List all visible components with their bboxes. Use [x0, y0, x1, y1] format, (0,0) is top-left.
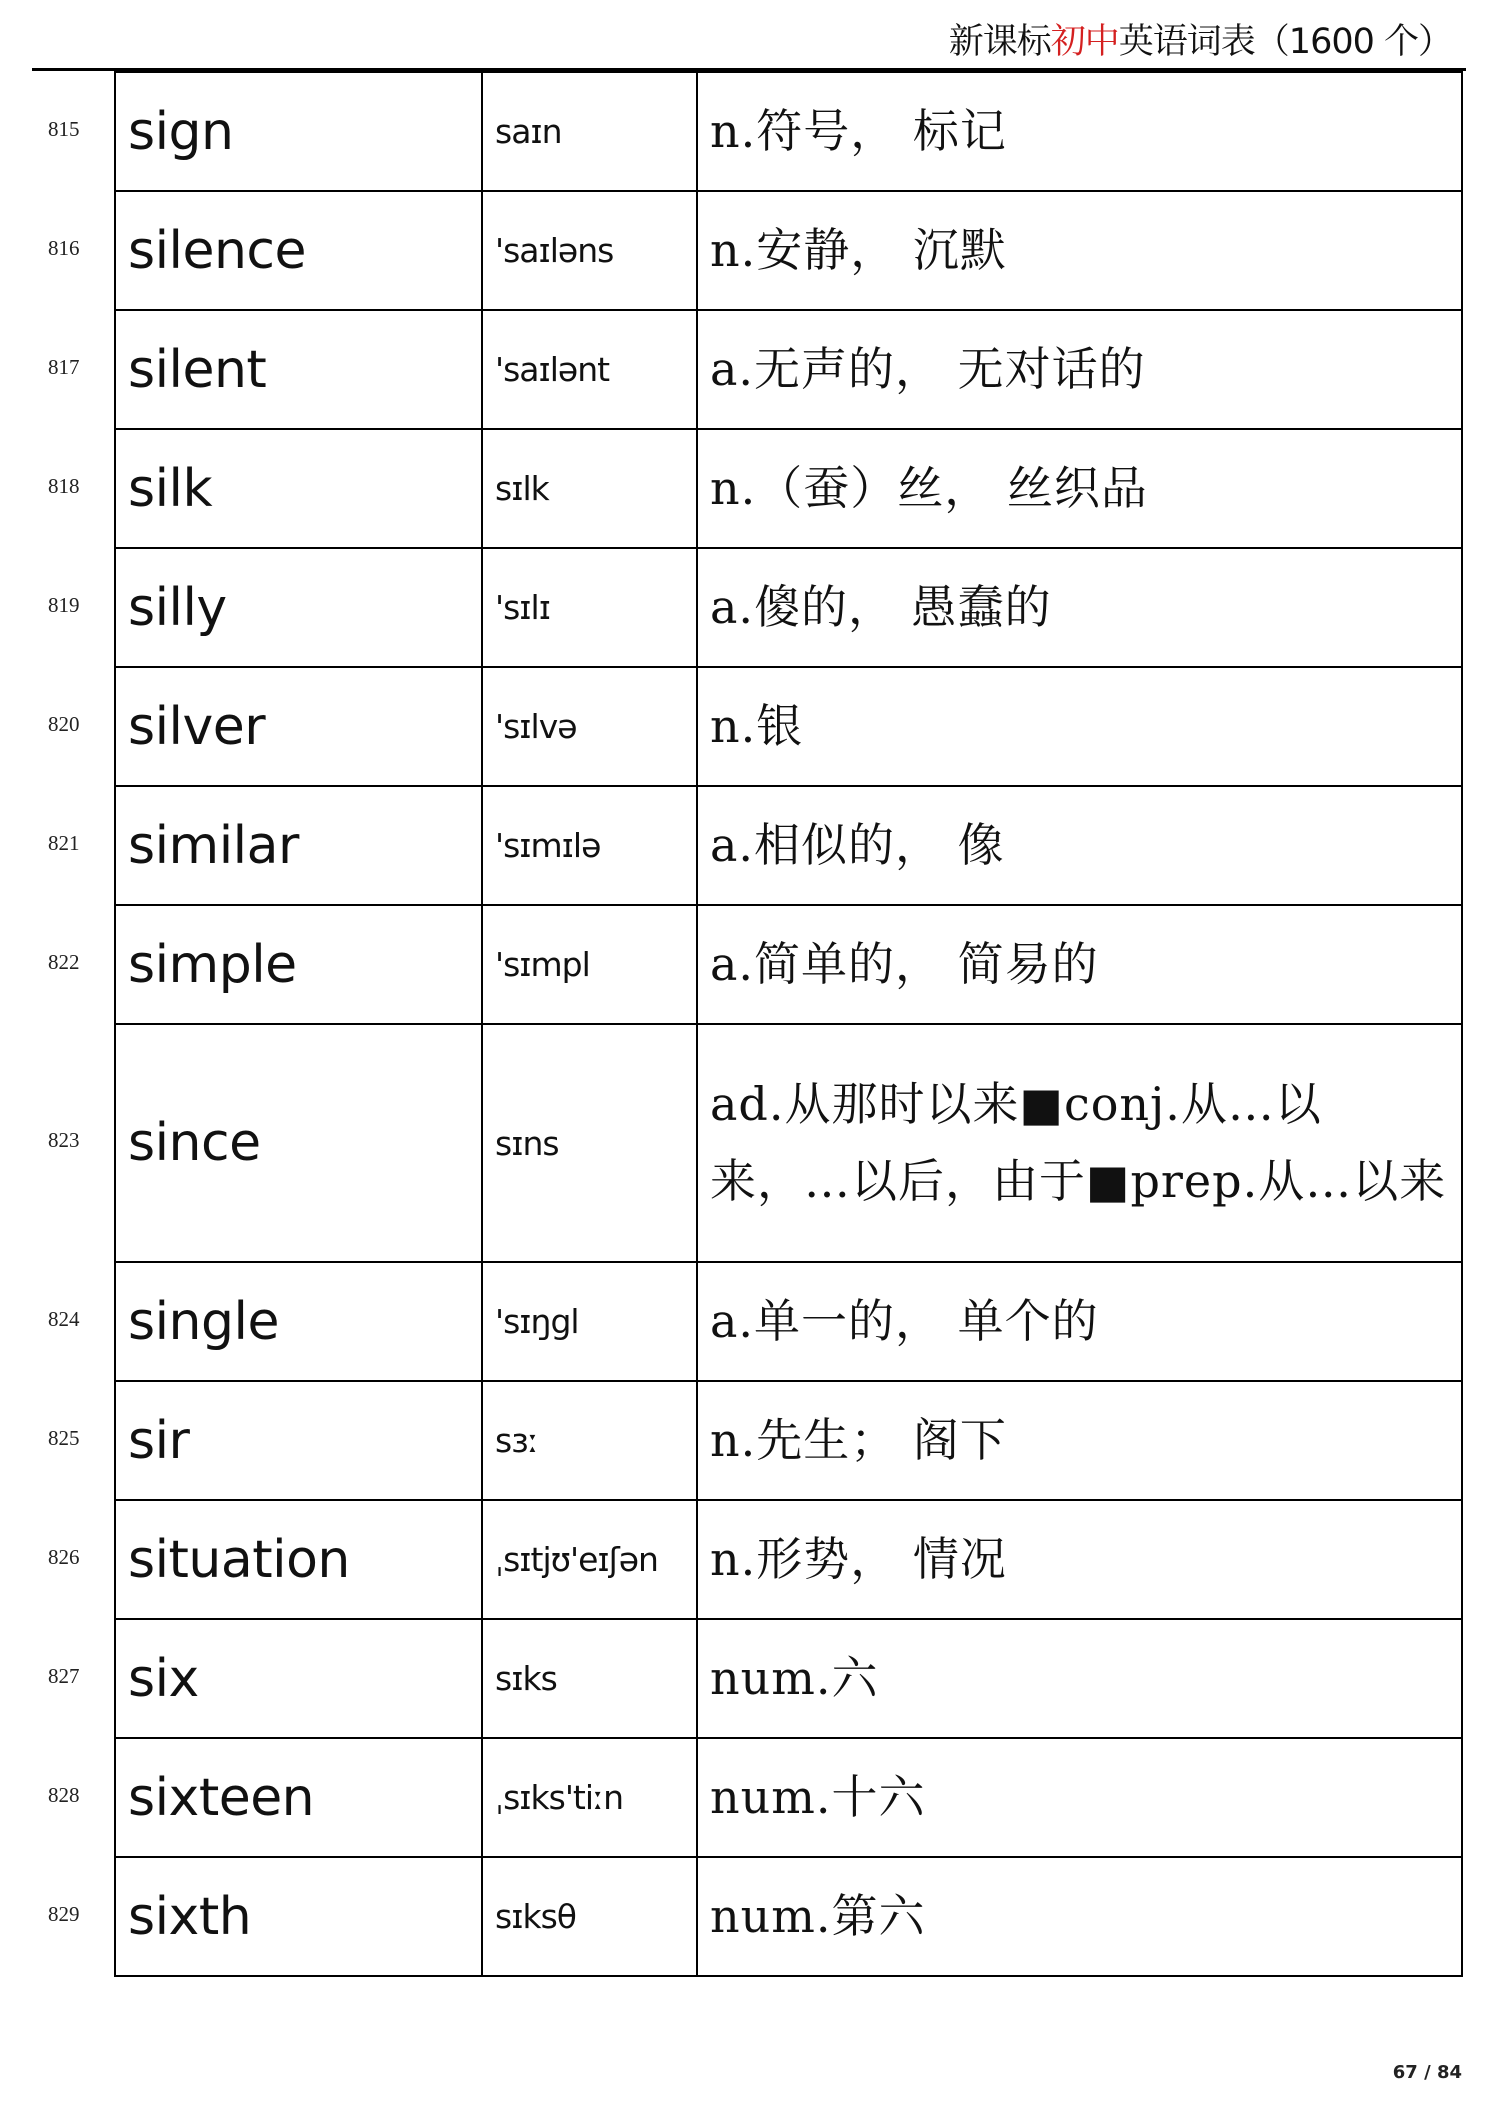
table-row [115, 1381, 1462, 1500]
table-row [115, 1619, 1462, 1738]
word-cell: six [115, 1619, 482, 1738]
page-number: 67 / 84 [1392, 2062, 1462, 2083]
row-number: 825 [48, 1425, 80, 1450]
row-number: 817 [48, 354, 80, 379]
table-row [115, 667, 1462, 786]
row-number: 818 [48, 473, 80, 498]
row-number: 822 [48, 949, 80, 974]
phonetic-cell: sɪks [482, 1619, 697, 1738]
table-row [115, 429, 1462, 548]
title-suffix: 英语词表（1600 个） [1118, 22, 1452, 62]
meaning-cell: n.符号， 标记 [697, 72, 1462, 191]
table-row [115, 786, 1462, 905]
word-cell: sign [115, 72, 482, 191]
phonetic-cell: 'sɪmɪlə [482, 786, 697, 905]
row-number: 820 [48, 711, 80, 736]
phonetic-cell: sɪlk [482, 429, 697, 548]
meaning-cell: a.简单的， 简易的 [697, 905, 1462, 1024]
table-row [115, 1500, 1462, 1619]
table-row [115, 310, 1462, 429]
row-number: 828 [48, 1782, 80, 1807]
phonetic-cell: 'saɪlənt [482, 310, 697, 429]
word-cell: silent [115, 310, 482, 429]
phonetic-cell: ˌsɪks'tiːn [482, 1738, 697, 1857]
meaning-cell: n.形势， 情况 [697, 1500, 1462, 1619]
phonetic-cell: sɜː [482, 1381, 697, 1500]
table-row [115, 191, 1462, 310]
word-cell: silver [115, 667, 482, 786]
table-row [115, 1024, 1462, 1262]
meaning-cell: a.傻的， 愚蠢的 [697, 548, 1462, 667]
word-cell: sir [115, 1381, 482, 1500]
meaning-cell: n.先生； 阁下 [697, 1381, 1462, 1500]
row-number: 824 [48, 1306, 80, 1331]
vocabulary-table [114, 71, 1463, 1977]
word-cell: silence [115, 191, 482, 310]
document-header-title [949, 14, 1452, 64]
phonetic-cell: ˌsɪtjʊ'eɪʃən [482, 1500, 697, 1619]
word-cell: similar [115, 786, 482, 905]
row-number: 829 [48, 1901, 80, 1926]
meaning-cell: ad.从那时以来■conj.从…以来，…以后，由于■prep.从…以来 [697, 1024, 1462, 1262]
meaning-cell: num.十六 [697, 1738, 1462, 1857]
word-cell: silk [115, 429, 482, 548]
word-cell: simple [115, 905, 482, 1024]
row-number: 816 [48, 235, 80, 260]
title-prefix: 新课标 [948, 22, 1051, 62]
meaning-cell: a.无声的， 无对话的 [697, 310, 1462, 429]
word-cell: single [115, 1262, 482, 1381]
table-row [115, 1738, 1462, 1857]
meaning-cell: num.第六 [697, 1857, 1462, 1976]
row-number: 821 [48, 830, 80, 855]
word-cell: sixth [115, 1857, 482, 1976]
phonetic-cell: sɪksθ [482, 1857, 697, 1976]
phonetic-cell: 'sɪŋgl [482, 1262, 697, 1381]
phonetic-cell: 'sɪlɪ [482, 548, 697, 667]
row-number: 823 [48, 1128, 80, 1152]
table-row [115, 905, 1462, 1024]
meaning-cell: n.银 [697, 667, 1462, 786]
title-highlight: 初中 [1050, 22, 1119, 62]
meaning-cell: a.相似的， 像 [697, 786, 1462, 905]
row-number: 826 [48, 1544, 80, 1569]
meaning-cell: a.单一的， 单个的 [697, 1262, 1462, 1381]
table-row [115, 548, 1462, 667]
phonetic-cell: 'saɪləns [482, 191, 697, 310]
meaning-cell: num.六 [697, 1619, 1462, 1738]
phonetic-cell: 'sɪlvə [482, 667, 697, 786]
phonetic-cell: saɪn [482, 72, 697, 191]
word-cell: situation [115, 1500, 482, 1619]
word-cell: silly [115, 548, 482, 667]
meaning-cell: n.（蚕）丝， 丝织品 [697, 429, 1462, 548]
meaning-cell: n.安静， 沉默 [697, 191, 1462, 310]
row-number: 827 [48, 1663, 80, 1688]
word-cell: since [115, 1024, 482, 1262]
row-number: 815 [48, 116, 80, 141]
table-row [115, 1857, 1462, 1976]
table-row [115, 72, 1462, 191]
table-row [115, 1262, 1462, 1381]
phonetic-cell: sɪns [482, 1024, 697, 1262]
row-number: 819 [48, 592, 80, 617]
phonetic-cell: 'sɪmpl [482, 905, 697, 1024]
word-cell: sixteen [115, 1738, 482, 1857]
